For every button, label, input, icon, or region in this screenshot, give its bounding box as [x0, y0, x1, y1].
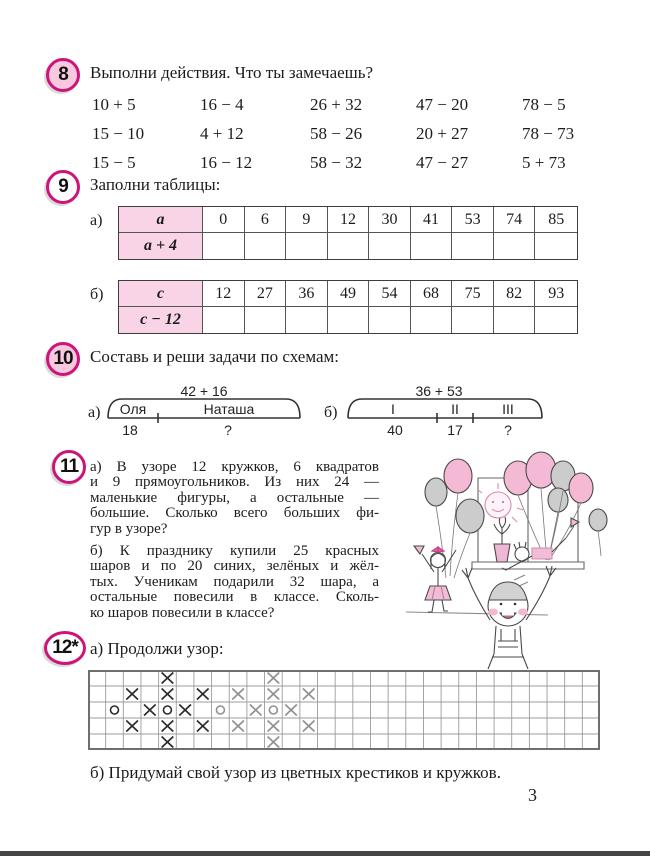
- expression: 58 − 26: [310, 124, 363, 143]
- table-cell: 12: [328, 207, 370, 233]
- table-empty-cell: [452, 307, 494, 333]
- expression: 15 − 5: [92, 153, 136, 172]
- flower-pot: [494, 517, 510, 562]
- text-line: маленькие фигуры, а остальные —: [90, 489, 379, 506]
- scheme-a-total: 42 + 16: [180, 383, 228, 399]
- boy-figure: [502, 518, 579, 587]
- table-empty-cell: [535, 233, 577, 259]
- table-cell: 68: [411, 281, 453, 307]
- scheme-b: [340, 366, 565, 442]
- table-a: [118, 206, 578, 260]
- table-empty-cell: [369, 307, 411, 333]
- text-line: остальные повесили в классе. Сколь-: [90, 589, 379, 606]
- text-line: а) В узоре 12 кружков, 6 квадратов: [90, 459, 379, 475]
- table-b-label: б): [90, 286, 104, 303]
- pattern-circle-mark: [110, 706, 118, 714]
- exercise-12-text-b: б) Придумай свой узор из цветных крестиков и кружков.: [90, 763, 501, 782]
- table-empty-cell: [411, 233, 453, 259]
- table-empty-cell: [286, 233, 328, 259]
- text-line: гур в узоре?: [90, 520, 168, 537]
- pattern-circle-mark: [269, 706, 277, 714]
- text-line: шаров и по 20 синих, зелёных и жёл-: [90, 558, 379, 575]
- expression: 26 + 32: [310, 95, 363, 114]
- text-line: и 9 прямоугольников. Из них 24 —: [90, 474, 379, 491]
- expression: 20 + 27: [416, 124, 469, 143]
- table-empty-cell: [203, 307, 245, 333]
- table-empty-cell: [203, 233, 245, 259]
- balloons-cluster: [504, 452, 593, 560]
- table-cell: 85: [535, 207, 577, 233]
- expression: 47 − 20: [416, 95, 469, 114]
- scheme-b-total: 36 + 53: [415, 383, 463, 399]
- segment-name: III: [502, 401, 514, 417]
- table-empty-cell: [328, 233, 370, 259]
- text-line: б) К празднику купили 25 красных: [90, 543, 379, 559]
- table-cell: 53: [452, 207, 494, 233]
- table-cell: 27: [245, 281, 287, 307]
- segment-name: I: [391, 401, 395, 417]
- exercise-12-title-a: а) Продолжи узор:: [90, 639, 224, 658]
- segment-value: ?: [504, 422, 512, 438]
- text-line: ко шаров повесили в классе?: [90, 604, 275, 621]
- ex11-para-a: [90, 460, 379, 537]
- expression: 15 − 10: [92, 124, 145, 143]
- table-cell: 6: [245, 207, 287, 233]
- table-cell: 75: [452, 281, 494, 307]
- table-empty-cell: [452, 233, 494, 259]
- ex8-expressions: [92, 90, 592, 177]
- table-empty-cell: [535, 307, 577, 333]
- expression: 78 − 5: [522, 95, 566, 114]
- pattern-grid: [88, 670, 600, 750]
- segment-value: 18: [122, 422, 138, 438]
- table-header-cell: a: [119, 207, 203, 233]
- pattern-grid-border: [89, 671, 599, 749]
- table-cell: 74: [494, 207, 536, 233]
- table-empty-cell: [286, 307, 328, 333]
- segment-name: II: [451, 401, 459, 417]
- segment-value: 40: [387, 422, 403, 438]
- expression: 5 + 73: [522, 153, 566, 172]
- table-empty-cell: [328, 307, 370, 333]
- table-header-cell: a + 4: [119, 233, 203, 259]
- table-cell: 49: [328, 281, 370, 307]
- table-cell: 9: [286, 207, 328, 233]
- pattern-circle-mark: [216, 706, 224, 714]
- table-a-label: а): [90, 212, 103, 229]
- table-empty-cell: [411, 307, 453, 333]
- table-cell: 12: [203, 281, 245, 307]
- table-empty-cell: [369, 233, 411, 259]
- page-number: 3: [528, 785, 537, 805]
- table-cell: 41: [411, 207, 453, 233]
- expression: 58 − 32: [310, 153, 363, 172]
- expression: 4 + 12: [200, 124, 244, 143]
- table-empty-cell: [245, 307, 287, 333]
- ex11-para-b: [90, 544, 379, 621]
- balloon-small: [589, 509, 607, 556]
- scheme-a-label: а): [88, 404, 101, 421]
- text-line: большие. Сколько всего больших фи-: [90, 505, 379, 522]
- pattern-circle-mark: [163, 706, 171, 714]
- text-line: тых. Ученикам подарили 32 шара, а: [90, 573, 379, 590]
- expression: 10 + 5: [92, 95, 136, 114]
- exercise-9-badge: 9: [46, 170, 80, 204]
- table-empty-cell: [494, 233, 536, 259]
- segment-value: ?: [224, 422, 232, 438]
- expression: 78 − 73: [522, 124, 575, 143]
- table-cell: 54: [369, 281, 411, 307]
- exercise-10-title: Составь и реши задачи по схемам:: [90, 347, 339, 366]
- exercise-10-badge: 10: [46, 342, 80, 376]
- table-empty-cell: [245, 233, 287, 259]
- table-empty-cell: [494, 307, 536, 333]
- table-cell: 0: [203, 207, 245, 233]
- table-header-cell: c: [119, 281, 203, 307]
- table-cell: 82: [494, 281, 536, 307]
- girl-figure: [414, 546, 456, 612]
- expression: 47 − 27: [416, 153, 469, 172]
- exercise-11-badge: 11: [52, 450, 86, 484]
- segment-name: Оля: [119, 401, 147, 417]
- exercise-9-title: Заполни таблицы:: [90, 175, 221, 194]
- segment-name: Наташа: [203, 401, 255, 417]
- page-bottom-edge: [0, 851, 650, 856]
- table-cell: 30: [369, 207, 411, 233]
- table-b: [118, 280, 578, 334]
- exercise-8-badge: 8: [46, 58, 80, 92]
- segment-value: 17: [447, 422, 463, 438]
- exercise-12-badge: 12*: [44, 631, 86, 665]
- table-cell: 93: [535, 281, 577, 307]
- expression: 16 − 12: [200, 153, 253, 172]
- table-cell: 36: [286, 281, 328, 307]
- exercise-8-title: Выполни действия. Что ты замечаешь?: [90, 63, 374, 82]
- balloons-illustration: [398, 448, 646, 670]
- expression: 16 − 4: [200, 95, 244, 114]
- child-figure: [462, 566, 556, 669]
- table-header-cell: c − 12: [119, 307, 203, 333]
- scheme-a: [92, 366, 337, 442]
- scheme-b-label: б): [324, 404, 338, 421]
